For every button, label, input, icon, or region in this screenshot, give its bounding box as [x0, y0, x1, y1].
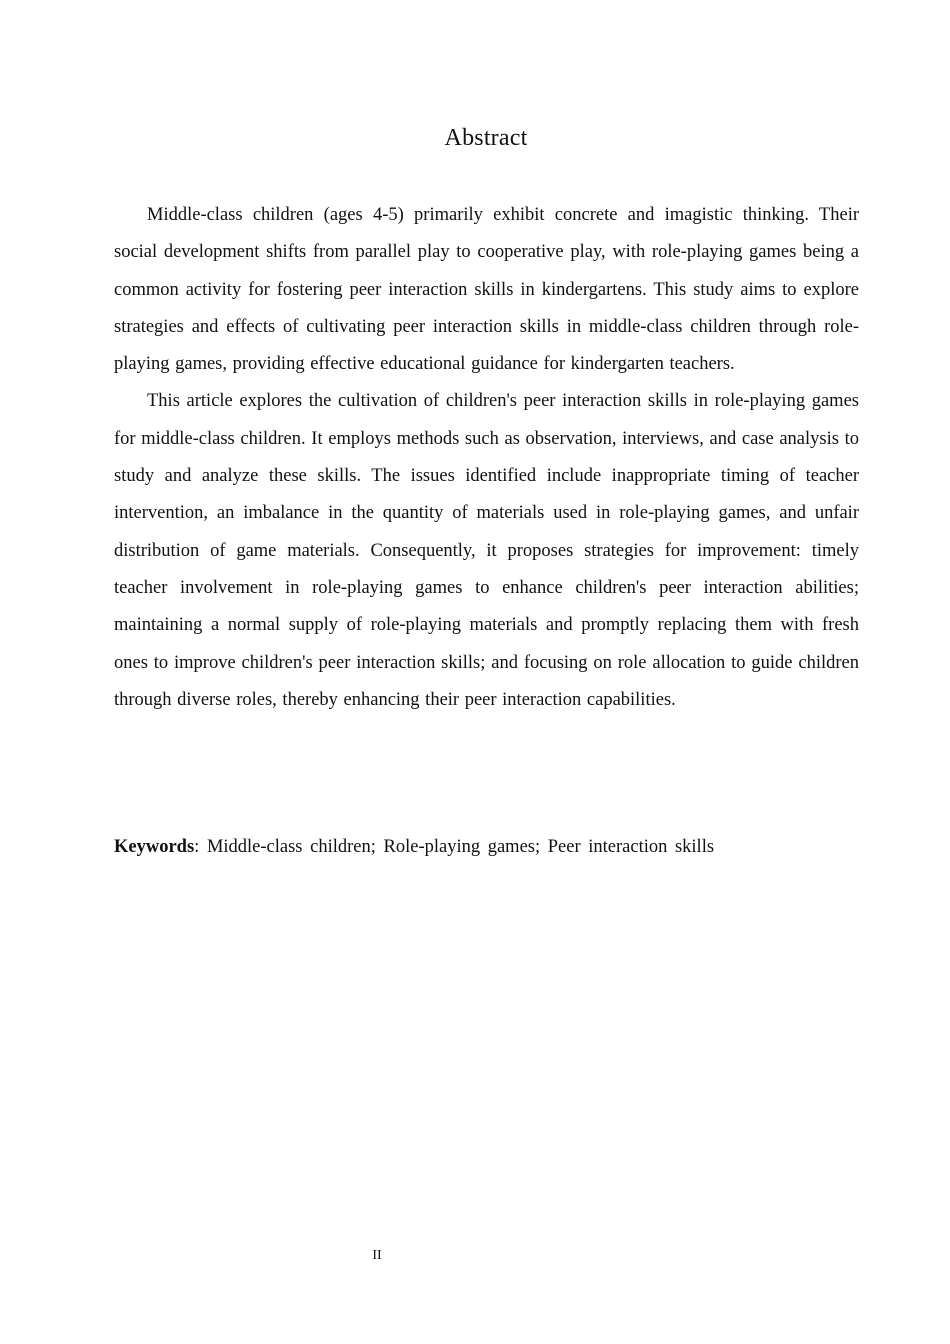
abstract-paragraph-1: Middle-class children (ages 4-5) primarily exhibit concrete and imagistic thinking. Their social development shifts from parallel play to cooperative play, with role-playing games being a common activity for fostering peer interaction skills in kindergartens. This study aims to explore strategies and effects of cultivating peer interaction skills in middle-class children through role-playing games, providing effective educational guidance for kindergarten teachers.	[114, 205, 859, 375]
keywords-text: Middle-class children; Role-playing games; Peer interaction skills	[206, 837, 715, 857]
abstract-paragraph-2: This article explores the cultivation of children's peer interaction skills in role-playing games for middle-class children. It employs methods such as observation, interviews, and case analysis to study and analyze these skills. The issues identified include inappropriate timing of teacher intervention, an imbalance in the quantity of materials used in role-playing games, and unfair distribution of game materials. Consequently, it proposes strategies for improvement: timely teacher involvement in role-playing games to enhance children's peer interaction abilities; maintaining a normal supply of role-playing materials and promptly replacing them with fresh ones to improve children's peer interaction skills; and focusing on role allocation to guide children through diverse roles, thereby enhancing their peer interaction capabilities.	[114, 391, 859, 710]
keywords-separator: :	[194, 837, 200, 857]
page-number: II	[372, 1248, 382, 1263]
keywords-label: Keywords	[114, 837, 195, 857]
abstract-body	[114, 197, 859, 719]
abstract-title: Abstract	[444, 125, 528, 151]
keywords-line	[114, 829, 859, 866]
